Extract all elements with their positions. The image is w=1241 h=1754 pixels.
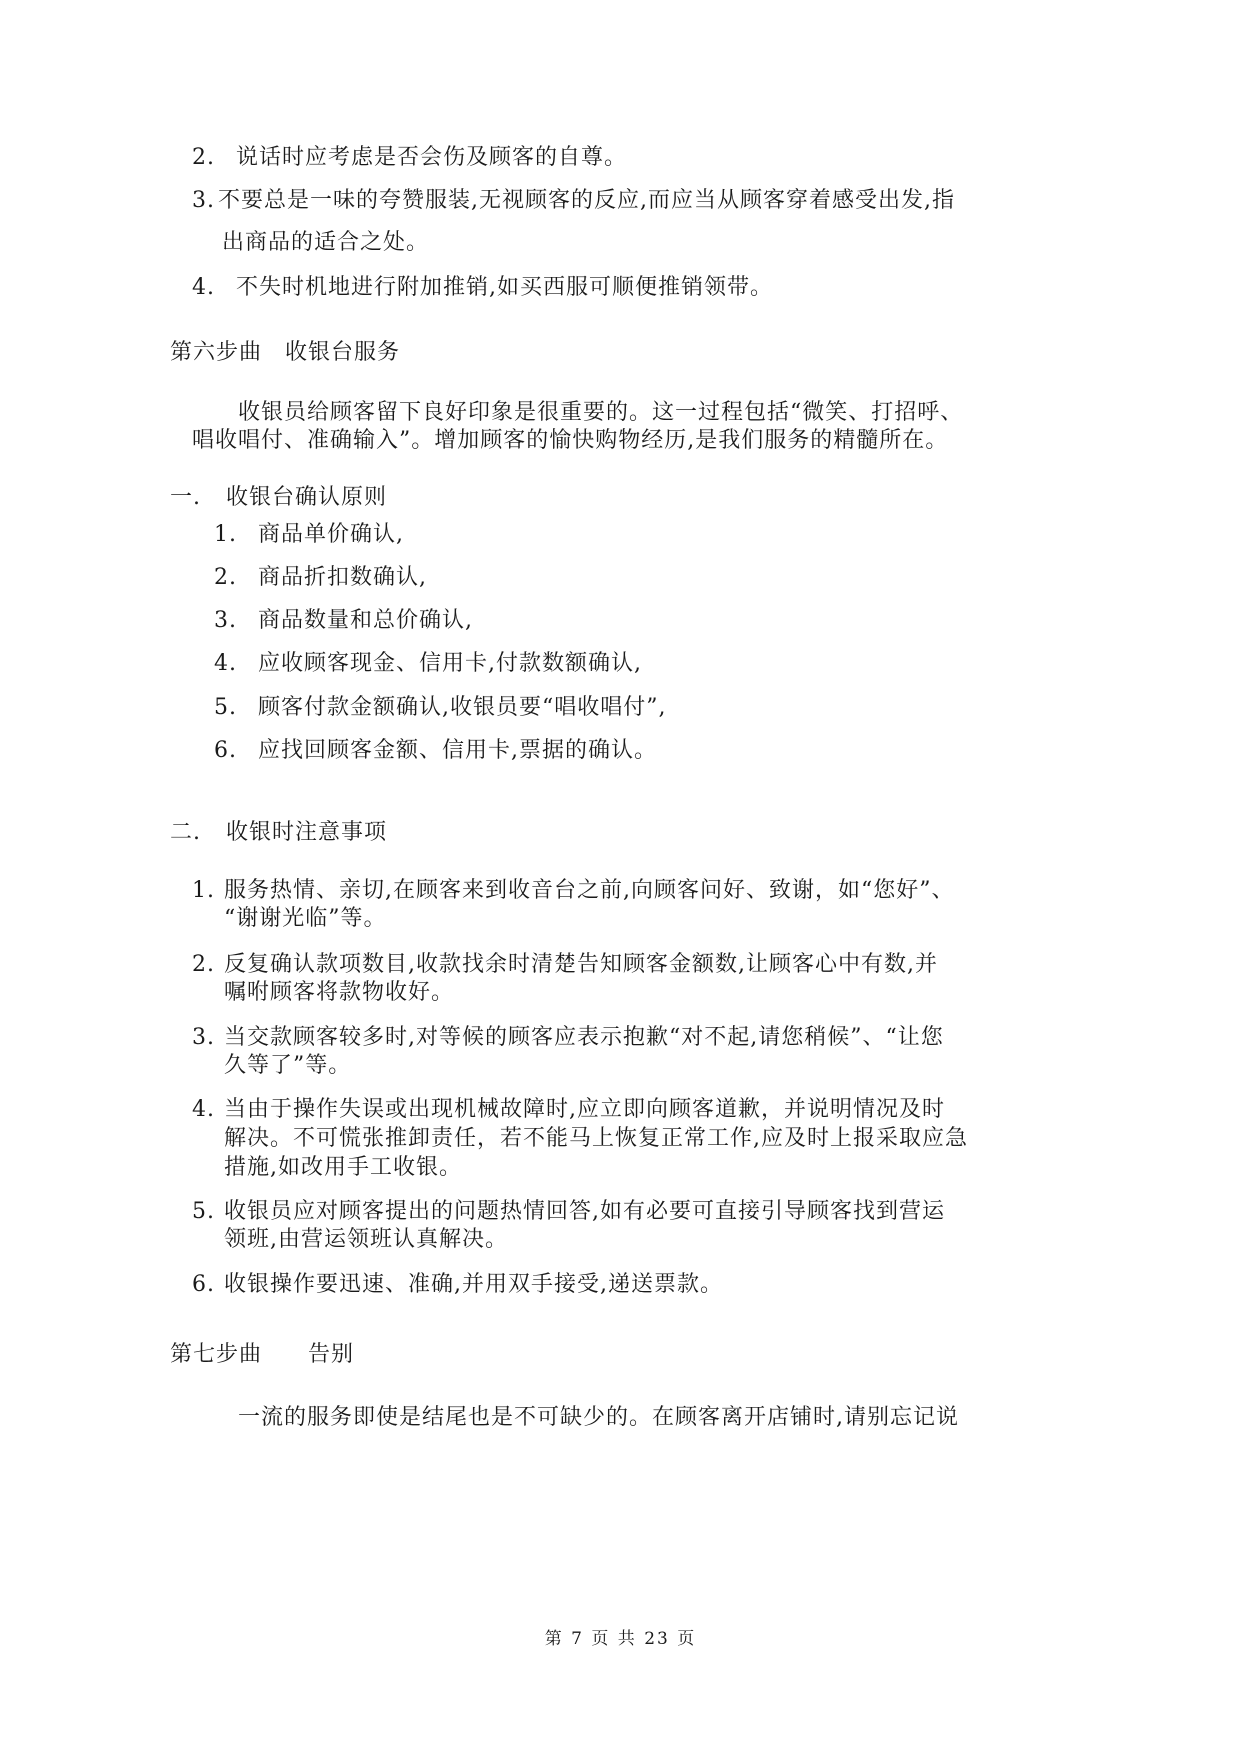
paragraph-line: 一流的服务即使是结尾也是不可缺少的。在顾客离开店铺时,请别忘记说 xyxy=(238,1405,959,1430)
subsection-heading: 一. 收银台确认原则 xyxy=(170,485,388,510)
subsection-heading: 二. 收银时注意事项 xyxy=(170,820,388,845)
list-item: 1. 商品单价确认, xyxy=(214,522,404,547)
list-item-continuation: 领班,由营运领班认真解决。 xyxy=(224,1227,508,1252)
list-item: 4. 当由于操作失误或出现机械故障时,应立即向顾客道歉，并说明情况及时 xyxy=(192,1097,945,1122)
list-item-continuation: 解决。不可慌张推卸责任，若不能马上恢复正常工作,应及时上报采取应急 xyxy=(224,1126,968,1151)
list-item-continuation: “谢谢光临”等。 xyxy=(224,906,387,931)
list-item: 5. 收银员应对顾客提出的问题热情回答,如有必要可直接引导顾客找到营运 xyxy=(192,1199,945,1224)
list-item: 1. 服务热情、亲切,在顾客来到收音台之前,向顾客问好、致谢，如“您好”、 xyxy=(192,878,955,903)
list-item-continuation: 久等了”等。 xyxy=(224,1053,352,1078)
paragraph-line: 唱收唱付、准确输入”。增加顾客的愉快购物经历,是我们服务的精髓所在。 xyxy=(192,428,949,453)
paragraph-line: 收银员给顾客留下良好印象是很重要的。这一过程包括“微笑、打招呼、 xyxy=(238,400,964,425)
section-heading: 第六步曲 收银台服务 xyxy=(170,340,401,365)
list-item: 3. 当交款顾客较多时,对等候的顾客应表示抱歉“对不起,请您稍候”、“让您 xyxy=(192,1025,944,1050)
list-item-continuation: 嘱咐顾客将款物收好。 xyxy=(224,980,455,1005)
list-item-continuation: 措施,如改用手工收银。 xyxy=(224,1155,462,1180)
list-item: 6. 收银操作要迅速、准确,并用双手接受,递送票款。 xyxy=(192,1272,723,1297)
list-item: 4. 应收顾客现金、信用卡,付款数额确认, xyxy=(214,651,642,676)
page-footer: 第 7 页 共 23 页 xyxy=(544,1629,697,1649)
list-item: 2. 说话时应考虑是否会伤及顾客的自尊。 xyxy=(192,145,628,170)
list-item: 2. 商品折扣数确认, xyxy=(214,565,427,590)
list-item: 3. 不要总是一味的夸赞服装,无视顾客的反应,而应当从顾客穿着感受出发,指 xyxy=(192,188,955,213)
section-heading: 第七步曲 告别 xyxy=(170,1342,355,1367)
list-item: 3. 商品数量和总价确认, xyxy=(214,608,473,633)
list-item-continuation: 出商品的适合之处。 xyxy=(222,230,430,255)
list-item: 5. 顾客付款金额确认,收银员要“唱收唱付”, xyxy=(214,695,667,720)
list-item: 2. 反复确认款项数目,收款找余时清楚告知顾客金额数,让顾客心中有数,并 xyxy=(192,952,938,977)
list-item: 6. 应找回顾客金额、信用卡,票据的确认。 xyxy=(214,738,657,763)
list-item: 4. 不失时机地进行附加推销,如买西服可顺便推销领带。 xyxy=(192,275,773,300)
